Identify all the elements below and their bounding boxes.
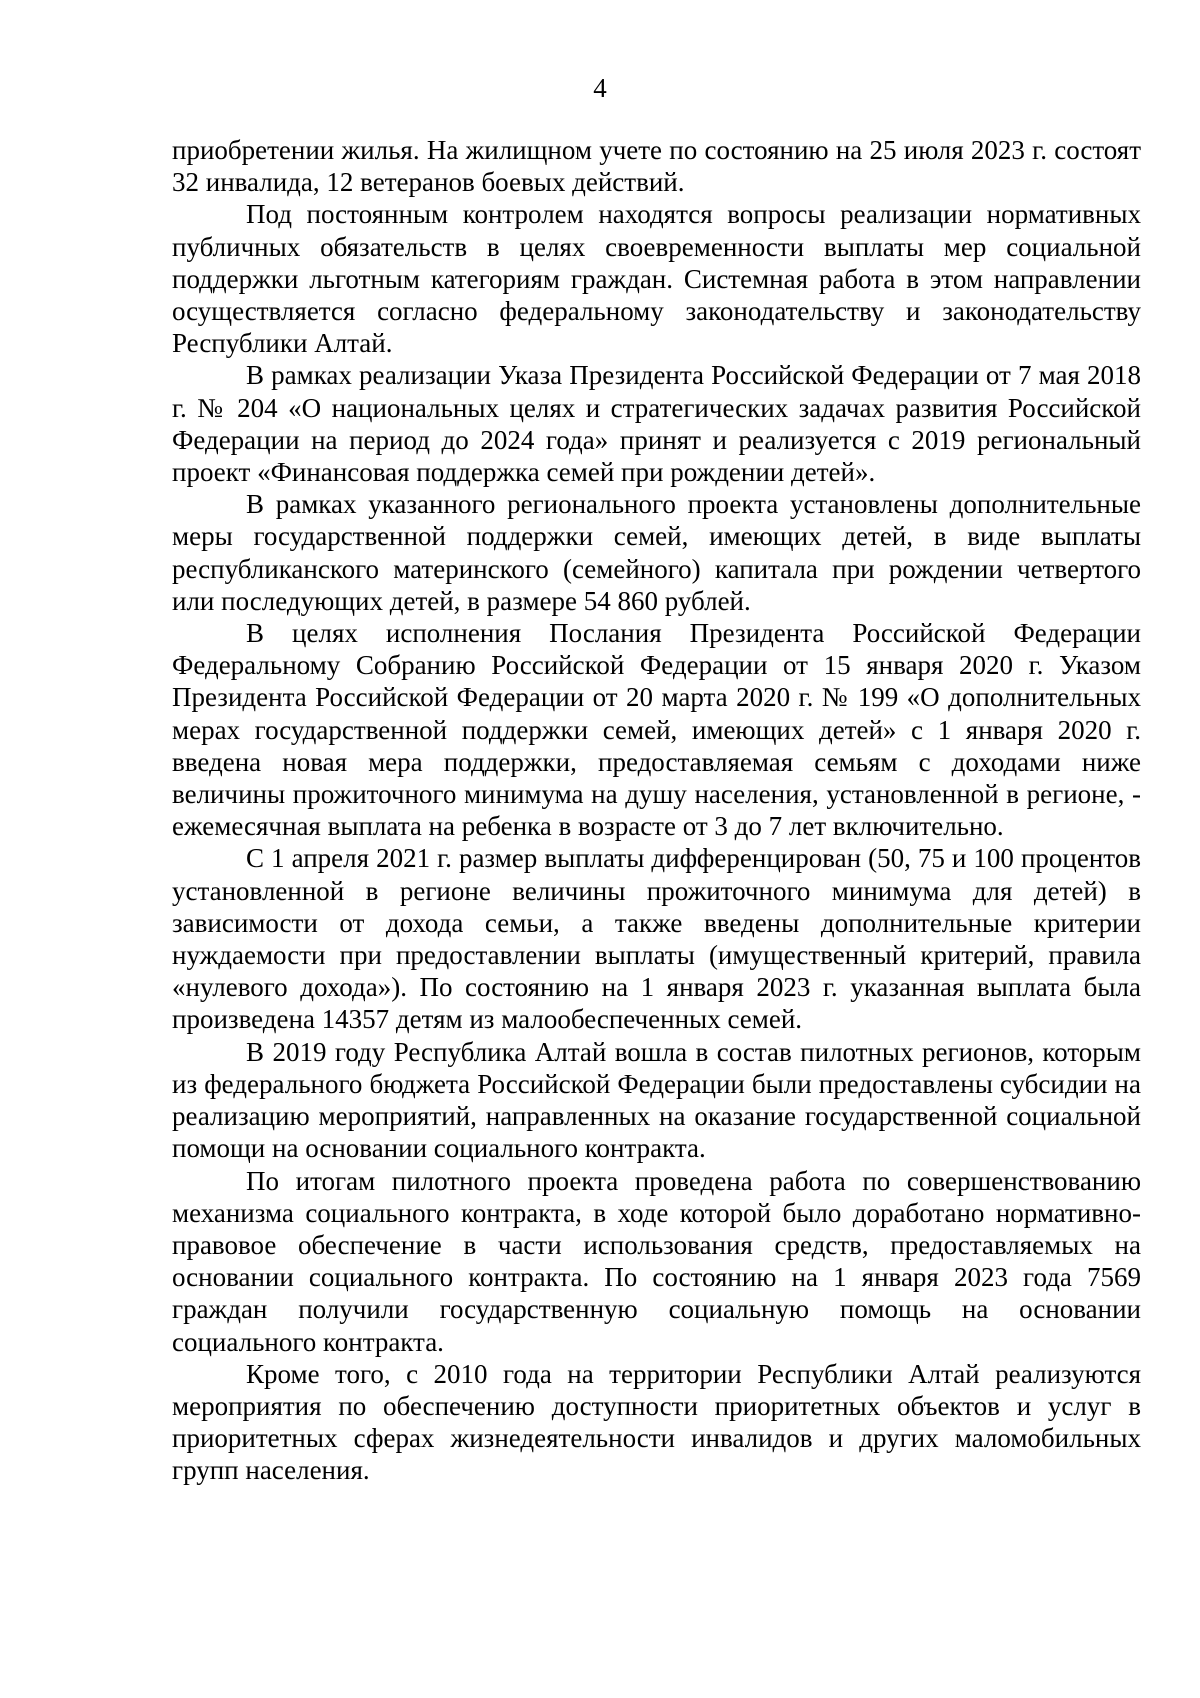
paragraph-public-obligations: Под постоянным контролем находятся вопросы реализации нормативных публичных обязательств в целях своевременности выплаты мер социальной поддержки льготным категориям граждан. Системная работа в этом направлении осуществляется согласно федеральному законодательству и законодательству Республики Алтай. [172, 199, 1141, 359]
paragraph-differentiated-payment: С 1 апреля 2021 г. размер выплаты дифференцирован (50, 75 и 100 процентов установленной в регионе величины прожиточного минимума для детей) в зависимости от дохода семьи, а также введены дополнительные критерии нуждаемости при предоставлении выплаты (имущественный критерий, правила «нулевого дохода»). По состоянию на 1 января 2023 г. указанная выплата была произведена 14357 детям из малообеспеченных семей. [172, 843, 1141, 1035]
paragraph-accessibility: Кроме того, с 2010 года на территории Республики Алтай реализуются мероприятия по обеспечению доступности приоритетных объектов и услуг в приоритетных сферах жизнедеятельности инвалидов и других маломобильных групп населения. [172, 1358, 1141, 1486]
paragraph-decree-199-monthly-payment: В целях исполнения Послания Президента Российской Федерации Федеральному Собранию Российской Федерации от 15 января 2020 г. Указом Президента Российской Федерации от 20 марта 2020 г. № 199 «О дополнительных мерах государственной поддержки семей, имеющих детей» с 1 января 2020 г. введена новая мера поддержки, предоставляемая семьям с доходами ниже величины прожиточного минимума на душу населения, установленной в регионе, - ежемесячная выплата на ребенка в возрасте от 3 до 7 лет включительно. [172, 618, 1141, 842]
document-body [172, 134, 1141, 1487]
paragraph-pilot-regions: В 2019 году Республика Алтай вошла в состав пилотных регионов, которым из федерального бюджета Российской Федерации были предоставлены субсидии на реализацию мероприятий, направленных на оказание государственной социальной помощи на основании социального контракта. [172, 1036, 1141, 1164]
paragraph-housing-registry: приобретении жилья. На жилищном учете по состоянию на 25 июля 2023 г. состоят 32 инвалида, 12 ветеранов боевых действий. [172, 135, 1141, 198]
paragraph-social-contract: По итогам пилотного проекта проведена работа по совершенствованию механизма социального контракта, в ходе которой было доработано нормативно-правовое обеспечение в части использования средств, предоставляемых на основании социального контракта. По состоянию на 1 января 2023 года 7569 граждан получили государственную социальную помощь на основании социального контракта. [172, 1165, 1141, 1357]
paragraph-maternity-capital: В рамках указанного регионального проекта установлены дополнительные меры государственной поддержки семей, имеющих детей, в виде выплаты республиканского материнского (семейного) капитала при рождении четвертого или последующих детей, в размере 54 860 рублей. [172, 489, 1141, 616]
page-number: 4 [593, 73, 607, 103]
paragraph-presidential-decree-204: В рамках реализации Указа Президента Российской Федерации от 7 мая 2018 г. № 204 «О национальных целях и стратегических задачах развития Российской Федерации на период до 2024 года» принят и реализуется с 2019 региональный проект «Финансовая поддержка семей при рождении детей». [172, 360, 1141, 488]
